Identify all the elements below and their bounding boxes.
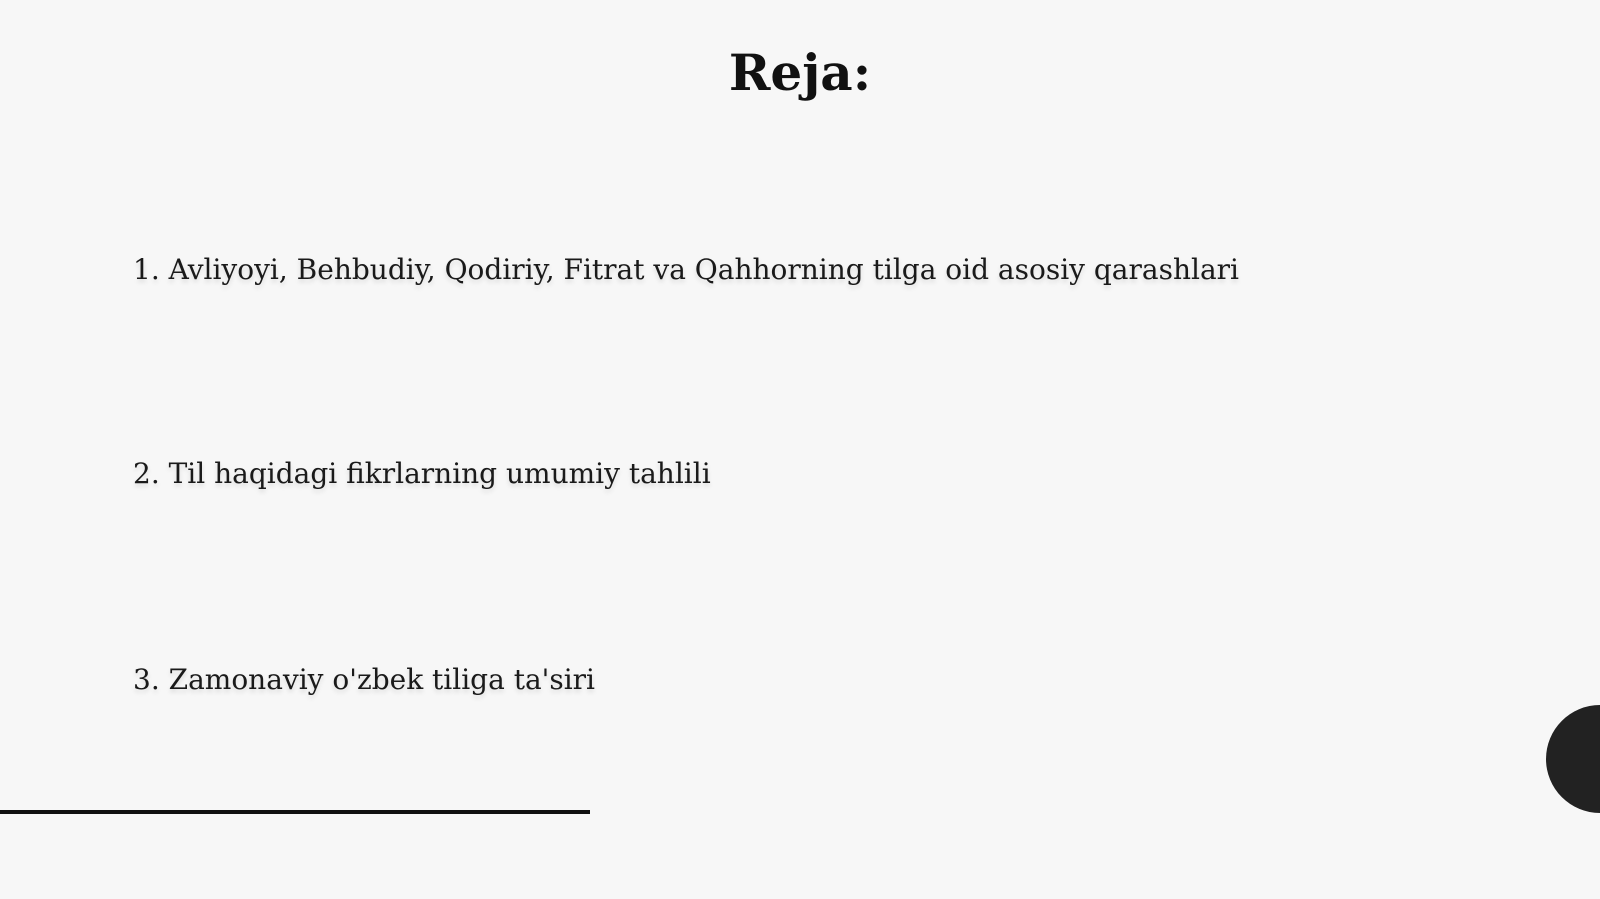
plan-item-2: 2. Til haqidagi fikrlarning umumiy tahlili <box>133 457 711 490</box>
plan-item-3: 3. Zamonaviy o'zbek tiliga ta'siri <box>133 663 595 696</box>
slide-title: Reja: <box>728 43 872 102</box>
divider-line <box>0 810 590 814</box>
decorative-circle <box>1546 705 1600 813</box>
plan-item-1: 1. Avliyoyi, Behbudiy, Qodiriy, Fitrat va Qahhorning tilga oid asosiy qarashlari <box>133 253 1239 286</box>
